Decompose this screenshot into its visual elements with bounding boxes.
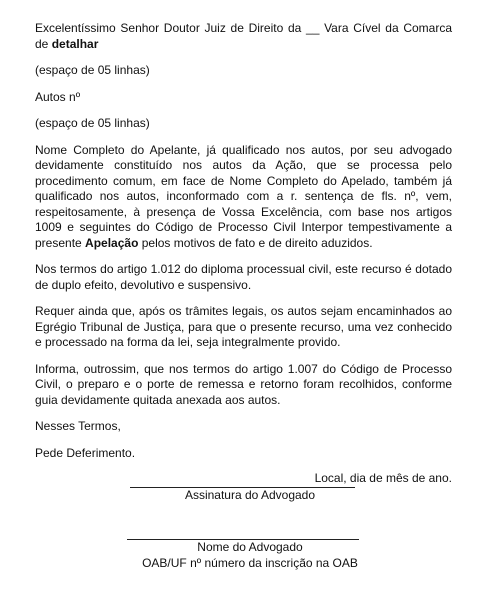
case-number-label: Autos nº (35, 89, 81, 104)
lawyer-name: Nome do Advogado (197, 540, 303, 554)
appeal-term: Apelação (85, 235, 139, 250)
place-date: Local, dia de mês de ano. (314, 471, 452, 485)
intro-paragraph (35, 143, 452, 252)
closing-request: Pede Deferimento. (35, 445, 136, 460)
lawyer-signature-block (0, 540, 500, 571)
addressee-line-prefix: de (35, 36, 52, 51)
intro-text-end: pelos motivos de fato e de direito aduzidos. (138, 235, 373, 250)
fees-paragraph: Informa, outrossim, que nos termos do artigo 1.007 do Código de Processo Civil, o preparo e o porte de remessa e retorno foram recolhidos, conforme guia devidamente quitada anexada aos autos. (35, 361, 452, 407)
signature-label: Assinatura do Advogado (184, 488, 316, 502)
request-paragraph: Requer ainda que, após os trâmites legais, os autos sejam encaminhados ao Egrégio Tribunal de Justiça, para que o presente recurso, uma vez conhecido e processado na forma da lei, seja integralmente provido. (35, 304, 452, 349)
closing-terms: Nesses Termos, (35, 419, 121, 433)
spacer-note: (espaço de 05 linhas) (35, 63, 150, 77)
comarca-placeholder: detalhar (51, 36, 99, 51)
addressee-line: Excelentíssimo Senhor Doutor Juiz de Direito da __ Vara Cível da Comarca (35, 21, 452, 35)
lawyer-oab: OAB/UF nº número da inscrição na OAB (142, 555, 358, 570)
intro-text: Nome Completo do Apelante, já qualificado nos autos, por seu advogado devidamente constituído nos autos da Ação, que se processa pelo procedimento comum, em face de Nome Completo do Apelado, também já qualificado nos autos, inconformado com a r. sentença de fls. nº, vem, respeitosamente, à presença de Vossa Excelência, com base nos artigos 1009 e seguintes do Código de Processo Civil Interpor tempestivamente a presente (35, 142, 452, 250)
addressee-header (35, 21, 452, 52)
signature-block (0, 488, 500, 504)
spacer-note: (espaço de 05 linhas) (35, 116, 150, 130)
effects-paragraph: Nos termos do artigo 1.012 do diploma processual civil, este recurso é dotado de duplo efeito, devolutivo e suspensivo. (35, 262, 452, 292)
petition-document (35, 21, 452, 487)
